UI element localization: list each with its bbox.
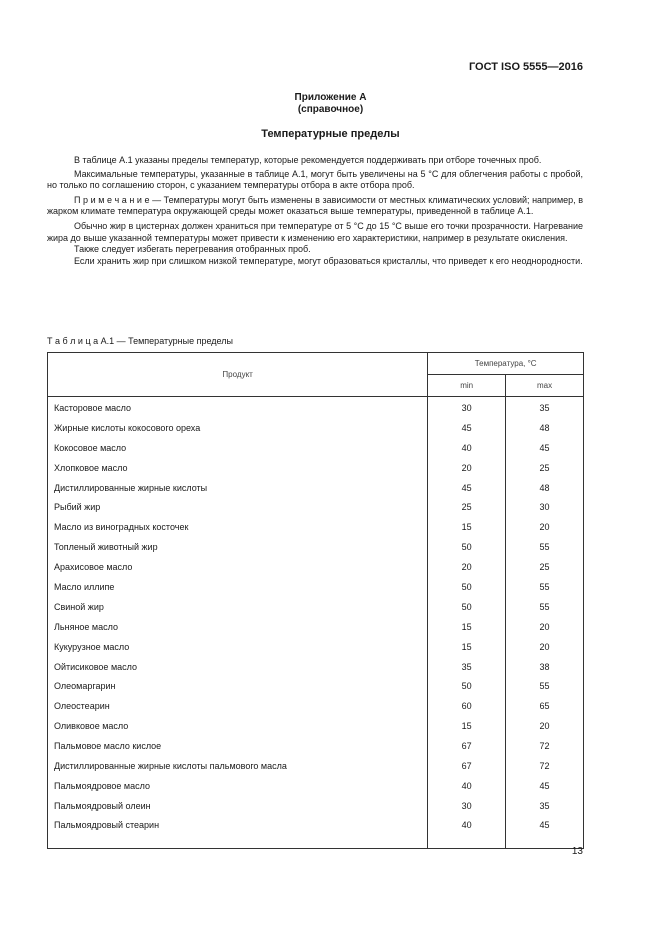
max-cell: 65 [506,696,584,716]
table-row [48,756,584,776]
table-row [48,478,584,498]
table-row [48,577,584,597]
min-cell: 40 [428,776,506,796]
table-caption [47,336,233,346]
max-cell: 72 [506,756,584,776]
paragraph: Обычно жир в цистернах должен храниться при температуре от 5 °С до 15 °С выше его точки прозрачности. Нагревание жира до выше указанной температуры может привести к изменению его характеристики, например в результате окисления. [47,220,583,243]
min-cell: 50 [428,676,506,696]
max-cell: 25 [506,557,584,577]
max-cell: 35 [506,397,584,418]
table-row [48,816,584,849]
product-cell: Жирные кислоты кокосового ореха [48,418,428,438]
product-cell: Льняное масло [48,617,428,637]
max-cell: 45 [506,816,584,849]
product-cell: Пальмовое масло кислое [48,736,428,756]
max-cell: 45 [506,438,584,458]
max-cell: 35 [506,796,584,816]
table-row [48,537,584,557]
table-row [48,776,584,796]
standard-number: ГОСТ ISO 5555—2016 [468,61,583,73]
product-cell: Ойтисиковое масло [48,657,428,677]
min-cell: 35 [428,657,506,677]
min-cell: 50 [428,597,506,617]
header-min: min [428,375,506,397]
min-cell: 20 [428,458,506,478]
max-cell: 25 [506,458,584,478]
table-row [48,696,584,716]
table-row [48,557,584,577]
product-cell: Кукурузное масло [48,637,428,657]
table-row [48,418,584,438]
min-cell: 50 [428,537,506,557]
max-cell: 55 [506,537,584,557]
product-cell: Пальмоядровый стеарин [48,816,428,849]
header-temperature: Температура, °С [428,353,584,375]
min-cell: 60 [428,696,506,716]
min-cell: 15 [428,637,506,657]
min-cell: 40 [428,438,506,458]
product-cell: Олеомаргарин [48,676,428,696]
table-caption-text: А.1 — Температурные пределы [98,336,233,346]
max-cell: 55 [506,577,584,597]
section-title: Температурные пределы [261,128,400,140]
max-cell: 72 [506,736,584,756]
product-cell: Хлопковое масло [48,458,428,478]
product-cell: Рыбий жир [48,497,428,517]
min-cell: 45 [428,418,506,438]
table-row [48,796,584,816]
max-cell: 48 [506,418,584,438]
annex-subtitle: (справочное) [297,104,364,115]
product-cell: Пальмоядровое масло [48,776,428,796]
paragraph: Максимальные температуры, указанные в таблице А.1, могут быть увеличены на 5 °С для облегчения работы с пробой, но только по соглашению сторон, с указанием температуры отбора в акте отбора проб. [47,168,583,191]
table-row [48,676,584,696]
product-cell: Олеостеарин [48,696,428,716]
max-cell: 55 [506,597,584,617]
max-cell: 30 [506,497,584,517]
max-cell: 38 [506,657,584,677]
table-row [48,617,584,637]
max-cell: 20 [506,617,584,637]
table-row [48,736,584,756]
product-cell: Арахисовое масло [48,557,428,577]
max-cell: 48 [506,478,584,498]
note-paragraph [47,195,583,218]
product-cell: Масло иллипе [48,577,428,597]
table-row [48,517,584,537]
max-cell: 20 [506,716,584,736]
min-cell: 20 [428,557,506,577]
min-cell: 15 [428,716,506,736]
product-cell: Свиной жир [48,597,428,617]
table-caption-label: Т а б л и ц а [47,336,99,346]
max-cell: 45 [506,776,584,796]
product-cell: Дистиллированные жирные кислоты [48,478,428,498]
min-cell: 15 [428,517,506,537]
product-cell: Дистиллированные жирные кислоты пальмового масла [48,756,428,776]
header-product: Продукт [48,353,428,397]
note-text: — Температуры могут быть изменены в зависимости от местных климатических условий; например, в жарком климате температура окружающей среды может оказаться выше температуры, приведенной в таблице А.1. [47,194,583,217]
paragraph: Также следует избегать перегревания отобранных проб. [74,244,311,255]
product-cell: Кокосовое масло [48,438,428,458]
page-number: 13 [571,846,583,857]
min-cell: 30 [428,397,506,418]
table-row [48,497,584,517]
min-cell: 50 [428,577,506,597]
min-cell: 40 [428,816,506,849]
intro-text [47,155,583,267]
product-cell: Топленый животный жир [48,537,428,557]
table-row [48,657,584,677]
max-cell: 20 [506,517,584,537]
product-cell: Оливковое масло [48,716,428,736]
min-cell: 30 [428,796,506,816]
header-max: max [506,375,584,397]
table-row [48,438,584,458]
product-cell: Масло из виноградных косточек [48,517,428,537]
paragraph: Если хранить жир при слишком низкой температуре, могут образоваться кристаллы, что приведет к его неоднородности. [74,255,583,266]
table-row [48,458,584,478]
table-row [48,397,584,418]
note-label: П р и м е ч а н и е [74,194,150,205]
max-cell: 55 [506,676,584,696]
table-row [48,716,584,736]
min-cell: 25 [428,497,506,517]
min-cell: 15 [428,617,506,637]
min-cell: 67 [428,736,506,756]
table-row [48,597,584,617]
min-cell: 67 [428,756,506,776]
table-row [48,637,584,657]
product-cell: Пальмоядровый олеин [48,796,428,816]
max-cell: 20 [506,637,584,657]
product-cell: Касторовое масло [48,397,428,418]
temperature-table [47,352,584,849]
annex-title: Приложение А [294,92,367,103]
min-cell: 45 [428,478,506,498]
paragraph: В таблице А.1 указаны пределы температур, которые рекомендуется поддерживать при отборе точечных проб. [74,155,542,165]
